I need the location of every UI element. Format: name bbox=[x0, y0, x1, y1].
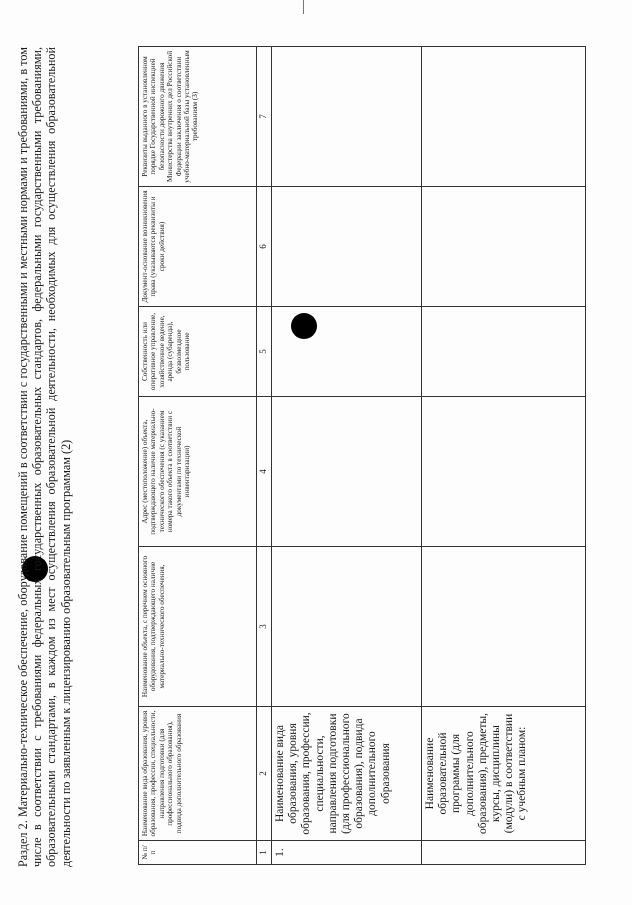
column-header: Реквизиты выданного в установленном порядке Государственной инспекцией безопасности дорожного движения Министерства внутренних дел Российской Федерации заключения о соответствии учебно-материальной базы установленным требованиям (3) bbox=[139, 47, 257, 187]
column-number: 6 bbox=[257, 187, 272, 307]
column-header: Наименование объекта, с перечнем основного оборудования, подтверждающего наличие материально-технического обеспечения, bbox=[139, 547, 257, 707]
header-row bbox=[139, 47, 257, 865]
table-cell bbox=[422, 547, 586, 707]
table-cell bbox=[272, 547, 422, 707]
row-text: Наименование образовательной программы (для дополнительного образования), предметы, курсы, дисциплины (модули) в соответствии с учебным планом: bbox=[422, 707, 586, 841]
column-number: 4 bbox=[257, 397, 272, 547]
column-number: 2 bbox=[257, 707, 272, 841]
row-number bbox=[422, 841, 586, 865]
table-cell bbox=[272, 397, 422, 547]
column-header: Наименование вида образования, уровня образования, профессии, специальности, направления подготовки (для профессионального образования), подвида дополнительного образования bbox=[139, 707, 257, 841]
column-number: 3 bbox=[257, 547, 272, 707]
row-text: Наименование вида образования, уровня образования, профессии, специальности, направления подготовки (для профессионального образования), подвида дополнительного образования bbox=[272, 707, 422, 841]
table-cell bbox=[272, 47, 422, 187]
table-cell bbox=[272, 187, 422, 307]
table-cell bbox=[422, 47, 586, 187]
resources-table bbox=[138, 46, 586, 865]
table-cell bbox=[422, 307, 586, 397]
row-number: 1. bbox=[272, 841, 422, 865]
column-header: Документ-основание возникновения права (указываются реквизиты и сроки действия) bbox=[139, 187, 257, 307]
column-number: 5 bbox=[257, 307, 272, 397]
column-header: Адрес (местоположение) объекта, подтверждающего наличие материально-технического обеспечения (с указанием номера такого объекта в соответствии с документами по технической инвентаризации) bbox=[139, 397, 257, 547]
section-heading: Раздел 2. Материально-техническое обеспечение, оборудование помещений в соответствии с государственными и местными нормами и требованиями, в том числе в соответствии с требованиями федеральных государственных образовательных стандартов, федеральными государственными требованиями, образовательными стандартами, в каждом из мест осуществления образовательной деятельности, необходимых для осуществления образовательной деятельности по заявленным к лицензированию образовательным программам (2) bbox=[16, 47, 73, 867]
table-cell bbox=[272, 307, 422, 397]
table-cell bbox=[422, 187, 586, 307]
column-header: № п/п bbox=[139, 841, 257, 865]
resources-table-wrapper bbox=[138, 47, 586, 865]
column-number-row bbox=[257, 47, 272, 865]
table-row bbox=[272, 47, 422, 865]
table-cell bbox=[422, 397, 586, 547]
column-number: 7 bbox=[257, 47, 272, 187]
column-header: Собственность или оперативное управление, хозяйственное ведение, аренда (субаренда), безвозмездное пользование bbox=[139, 307, 257, 397]
column-number: 1 bbox=[257, 841, 272, 865]
table-row bbox=[422, 47, 586, 865]
